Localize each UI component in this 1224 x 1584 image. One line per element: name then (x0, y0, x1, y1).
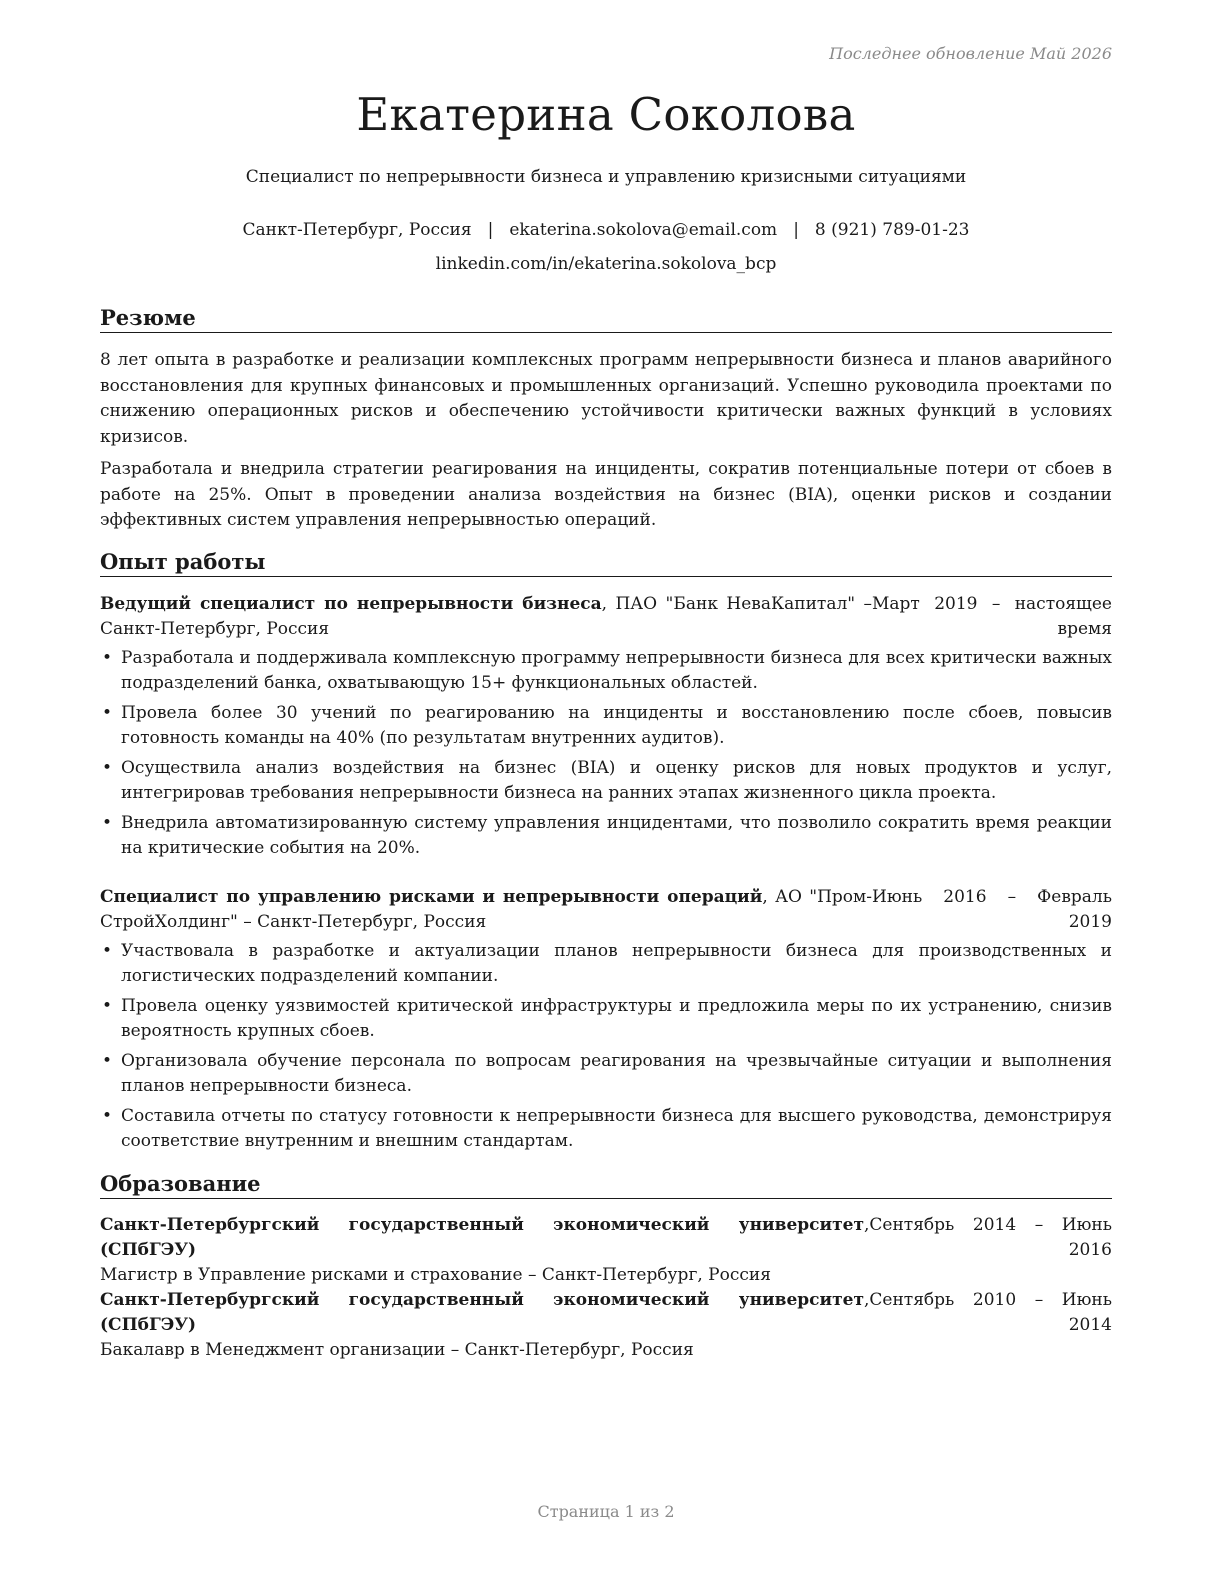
contact-separator: | (487, 220, 494, 240)
job-role: Специалист по управлению рисками и непрерывности операций (100, 887, 763, 907)
job-header (100, 592, 1112, 642)
job-bullets (100, 939, 1112, 1154)
education-header (100, 1288, 1112, 1363)
list-item: • Осуществила анализ воздействия на бизнес (BIA) и оценку рисков для новых продуктов и услуг, интегрировав требования непрерывности бизнеса на ранних этапах жизненного цикла проекта. (100, 756, 1112, 806)
summary-paragraph-2: Разработала и внедрила стратегии реагирования на инциденты, сократив потенциальные потери от сбоев в работе на 25%. Опыт в проведении анализа воздействия на бизнес (BIA), оценки рисков и создании эффективных систем управления непрерывностью операций. (100, 459, 1112, 530)
job-organization: , АО "Пром-СтройХолдинг" – Санкт-Петербург, Россия (100, 887, 872, 932)
job-title-line (100, 885, 872, 935)
list-item: • Участвовала в разработке и актуализации планов непрерывности бизнеса для производственных и логистических подразделений компании. (100, 939, 1112, 989)
resume-page (100, 0, 1112, 1584)
list-item: • Провела более 30 учений по реагированию на инциденты и восстановлению после сбоев, повысив готовность команды на 40% (по результатам внутренних аудитов). (100, 701, 1112, 751)
list-item: • Составила отчеты по статусу готовности к непрерывности бизнеса для высшего руководства, демонстрируя соответствие внутренним и внешним стандартам. (100, 1104, 1112, 1154)
list-item: • Провела оценку уязвимостей критической инфраструктуры и предложила меры по их устранению, снизив вероятность крупных сбоев. (100, 994, 1112, 1044)
education-entry (100, 1288, 1112, 1363)
job-entry (100, 592, 1112, 866)
contact-line (100, 220, 1112, 240)
education-text (100, 1288, 864, 1363)
candidate-subtitle: Специалист по непрерывности бизнеса и управлению кризисными ситуациями (245, 167, 967, 187)
job-title-line (100, 592, 872, 642)
section-title-summary: Резюме (100, 305, 1112, 333)
job-organization: , ПАО "Банк НеваКапитал" – Санкт-Петербург, Россия (100, 594, 872, 639)
education-degree: Бакалавр в Менеджмент организации – Санкт-Петербург, Россия (100, 1340, 694, 1360)
job-entry (100, 885, 1112, 1159)
contact-phone: 8 (921) 789-01-23 (814, 220, 970, 240)
job-bullets (100, 646, 1112, 861)
contact-email[interactable]: ekaterina.sokolova@email.com (509, 220, 778, 240)
job-dates: Март 2019 – настоящее время (872, 594, 1112, 639)
education-dates: ,Сентябрь 2014 – Июнь 2016 (864, 1215, 1112, 1260)
contact-location: Санкт-Петербург, Россия (242, 220, 472, 240)
summary-paragraph-1: 8 лет опыта в разработке и реализации комплексных программ непрерывности бизнеса и планов аварийного восстановления для крупных финансовых и промышленных организаций. Успешно руководила проектами по снижению операционных рисков и обеспечению устойчивости критически важных функций в условиях кризисов. (100, 350, 1112, 447)
candidate-name: Екатерина Соколова (356, 88, 856, 141)
education-entry (100, 1213, 1112, 1288)
last-updated: Последнее обновление Май 2026 (829, 44, 1112, 63)
section-title-education: Образование (100, 1171, 1112, 1199)
section-title-experience: Опыт работы (100, 549, 1112, 577)
job-role: Ведущий специалист по непрерывности бизнеса (100, 594, 602, 614)
education-dates: ,Сентябрь 2010 – Июнь 2014 (864, 1290, 1112, 1335)
education-text (100, 1213, 864, 1288)
education-school: Санкт-Петербургский государственный экономический университет (СПбГЭУ) (100, 1290, 864, 1335)
education-degree: Магистр в Управление рисками и страхование – Санкт-Петербург, Россия (100, 1265, 771, 1285)
education-header (100, 1213, 1112, 1288)
linkedin-link[interactable]: linkedin.com/in/ekaterina.sokolova_bcp (435, 254, 777, 274)
list-item: • Разработала и поддерживала комплексную программу непрерывности бизнеса для всех критически важных подразделений банка, охватывающую 15+ функциональных областей. (100, 646, 1112, 696)
job-header (100, 885, 1112, 935)
page-number: Страница 1 из 2 (537, 1502, 675, 1521)
list-item: • Внедрила автоматизированную систему управления инцидентами, что позволило сократить время реакции на критические события на 20%. (100, 811, 1112, 861)
contact-separator: | (793, 220, 799, 240)
education-school: Санкт-Петербургский государственный экономический университет (СПбГЭУ) (100, 1215, 864, 1260)
list-item: • Организовала обучение персонала по вопросам реагирования на чрезвычайные ситуации и выполнения планов непрерывности бизнеса. (100, 1049, 1112, 1099)
job-dates: Июнь 2016 – Февраль 2019 (872, 887, 1112, 932)
